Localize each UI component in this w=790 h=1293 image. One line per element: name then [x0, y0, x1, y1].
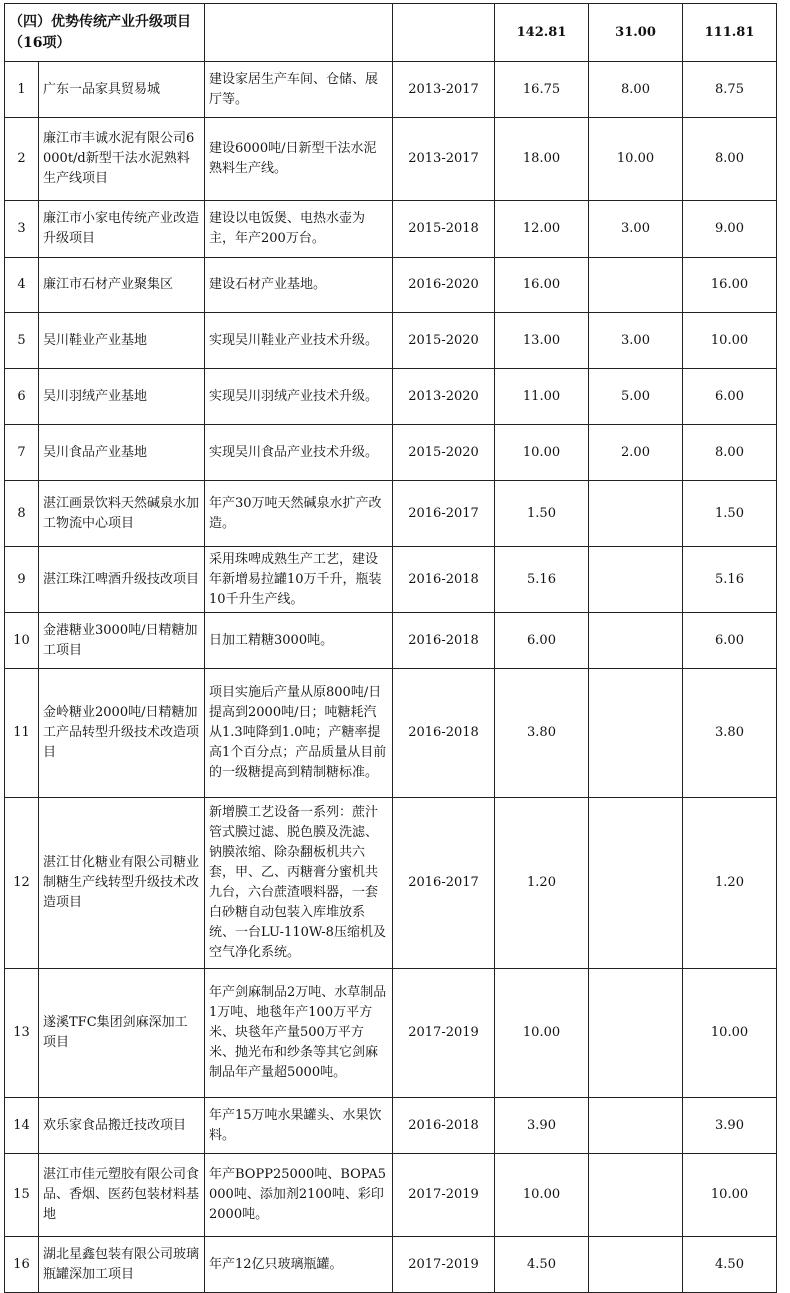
project-period: 2013-2017 — [393, 62, 495, 118]
project-name: 欢乐家食品搬迁技改项目 — [39, 1098, 205, 1154]
project-description: 建设6000吨/日新型干法水泥熟料生产线。 — [205, 118, 393, 201]
row-number: 4 — [5, 258, 39, 313]
table-row — [5, 369, 777, 425]
project-name: 湖北星鑫包装有限公司玻璃瓶罐深加工项目 — [39, 1237, 205, 1293]
total-investment: 3.80 — [495, 669, 589, 798]
invested-amount — [589, 969, 683, 1098]
invested-amount: 8.00 — [589, 62, 683, 118]
remaining-investment: 3.90 — [683, 1098, 777, 1154]
row-number: 10 — [5, 613, 39, 669]
project-name: 湛江珠江啤酒升级技改项目 — [39, 547, 205, 613]
row-number: 7 — [5, 425, 39, 481]
section-total: 142.81 — [495, 4, 589, 62]
table-row — [5, 313, 777, 369]
table-row — [5, 613, 777, 669]
table-row — [5, 969, 777, 1098]
project-name: 吴川鞋业产业基地 — [39, 313, 205, 369]
remaining-investment: 1.20 — [683, 798, 777, 969]
project-description: 年产剑麻制品2万吨、水草制品1万吨、地毯年产100万平方米、块毯年产量500万平方米、抛光布和纱条等其它剑麻制品年产量超5000吨。 — [205, 969, 393, 1098]
invested-amount — [589, 481, 683, 547]
total-investment: 18.00 — [495, 118, 589, 201]
project-description: 年产30万吨天然碱泉水扩产改造。 — [205, 481, 393, 547]
project-period: 2017-2019 — [393, 1237, 495, 1293]
remaining-investment: 1.50 — [683, 481, 777, 547]
invested-amount — [589, 613, 683, 669]
section-invested: 31.00 — [589, 4, 683, 62]
project-period: 2015-2018 — [393, 201, 495, 258]
project-period: 2016-2017 — [393, 798, 495, 969]
table-row — [5, 669, 777, 798]
project-description: 实现吴川食品产业技术升级。 — [205, 425, 393, 481]
project-description: 建设家居生产车间、仓储、展厅等。 — [205, 62, 393, 118]
table-row — [5, 481, 777, 547]
row-number: 1 — [5, 62, 39, 118]
row-number: 16 — [5, 1237, 39, 1293]
total-investment: 6.00 — [495, 613, 589, 669]
project-description: 年产12亿只玻璃瓶罐。 — [205, 1237, 393, 1293]
invested-amount — [589, 1154, 683, 1237]
project-name: 遂溪TFC集团剑麻深加工项目 — [39, 969, 205, 1098]
project-description: 日加工精糖3000吨。 — [205, 613, 393, 669]
project-name: 廉江市小家电传统产业改造升级项目 — [39, 201, 205, 258]
total-investment: 16.75 — [495, 62, 589, 118]
project-period: 2016-2018 — [393, 1098, 495, 1154]
row-number: 3 — [5, 201, 39, 258]
remaining-investment: 8.75 — [683, 62, 777, 118]
row-number: 2 — [5, 118, 39, 201]
total-investment: 10.00 — [495, 1154, 589, 1237]
total-investment: 4.50 — [495, 1237, 589, 1293]
invested-amount: 3.00 — [589, 313, 683, 369]
row-number: 5 — [5, 313, 39, 369]
section-remaining: 111.81 — [683, 4, 777, 62]
remaining-investment: 8.00 — [683, 425, 777, 481]
project-description: 实现吴川羽绒产业技术升级。 — [205, 369, 393, 425]
project-name: 金岭糖业2000吨/日精糖加工产品转型升级技术改造项目 — [39, 669, 205, 798]
remaining-investment: 8.00 — [683, 118, 777, 201]
project-table — [4, 3, 777, 1293]
project-description: 新增膜工艺设备一系列：蔗汁管式膜过滤、脱色膜及洗滤、钠膜浓缩、除杂翻板机共六套，甲、乙、丙糖膏分蜜机共九台，六台蔗渣喂料器，一套白砂糖自动包装入库堆放系统、一台LU-110W-8压缩机及空气净化系统。 — [205, 798, 393, 969]
row-number: 8 — [5, 481, 39, 547]
remaining-investment: 10.00 — [683, 313, 777, 369]
table-row — [5, 62, 777, 118]
remaining-investment: 4.50 — [683, 1237, 777, 1293]
row-number: 12 — [5, 798, 39, 969]
project-description: 年产BOPP25000吨、BOPA5000吨、添加剂2100吨、彩印2000吨。 — [205, 1154, 393, 1237]
table-row — [5, 1237, 777, 1293]
invested-amount — [589, 798, 683, 969]
invested-amount: 5.00 — [589, 369, 683, 425]
remaining-investment: 9.00 — [683, 201, 777, 258]
remaining-investment: 16.00 — [683, 258, 777, 313]
section-desc-cell — [205, 4, 393, 62]
table-row — [5, 1098, 777, 1154]
total-investment: 10.00 — [495, 425, 589, 481]
project-description: 实现吴川鞋业产业技术升级。 — [205, 313, 393, 369]
project-period: 2016-2018 — [393, 547, 495, 613]
invested-amount: 2.00 — [589, 425, 683, 481]
project-description: 采用珠啤成熟生产工艺，建设年新增易拉罐10万千升，瓶装10千升生产线。 — [205, 547, 393, 613]
table-row — [5, 547, 777, 613]
remaining-investment: 10.00 — [683, 969, 777, 1098]
remaining-investment: 5.16 — [683, 547, 777, 613]
section-header-row — [5, 4, 777, 62]
project-period: 2016-2018 — [393, 669, 495, 798]
project-period: 2015-2020 — [393, 425, 495, 481]
total-investment: 1.20 — [495, 798, 589, 969]
total-investment: 1.50 — [495, 481, 589, 547]
project-name: 吴川食品产业基地 — [39, 425, 205, 481]
row-number: 6 — [5, 369, 39, 425]
row-number: 14 — [5, 1098, 39, 1154]
invested-amount — [589, 258, 683, 313]
invested-amount — [589, 669, 683, 798]
remaining-investment: 10.00 — [683, 1154, 777, 1237]
project-name: 廉江市丰诚水泥有限公司6000t/d新型干法水泥熟料生产线项目 — [39, 118, 205, 201]
total-investment: 5.16 — [495, 547, 589, 613]
section-title: （四）优势传统产业升级项目（16项） — [5, 4, 205, 62]
table-row — [5, 258, 777, 313]
project-description: 建设石材产业基地。 — [205, 258, 393, 313]
project-description: 建设以电饭煲、电热水壶为主，年产200万台。 — [205, 201, 393, 258]
invested-amount — [589, 1237, 683, 1293]
project-name: 广东一品家具贸易城 — [39, 62, 205, 118]
section-period-cell — [393, 4, 495, 62]
remaining-investment: 6.00 — [683, 613, 777, 669]
invested-amount — [589, 547, 683, 613]
project-description: 项目实施后产量从原800吨/日提高到2000吨/日；吨糖耗汽从1.3吨降到1.0吨；产糖率提高1个百分点；产品质量从目前的一级糖提高到精制糖标准。 — [205, 669, 393, 798]
row-number: 15 — [5, 1154, 39, 1237]
row-number: 11 — [5, 669, 39, 798]
total-investment: 10.00 — [495, 969, 589, 1098]
table-row — [5, 425, 777, 481]
project-name: 金港糖业3000吨/日精糖加工项目 — [39, 613, 205, 669]
invested-amount — [589, 1098, 683, 1154]
total-investment: 16.00 — [495, 258, 589, 313]
row-number: 9 — [5, 547, 39, 613]
project-description: 年产15万吨水果罐头、水果饮料。 — [205, 1098, 393, 1154]
project-period: 2016-2017 — [393, 481, 495, 547]
project-name: 湛江甘化糖业有限公司糖业制糖生产线转型升级技术改造项目 — [39, 798, 205, 969]
invested-amount: 3.00 — [589, 201, 683, 258]
project-table-body — [5, 4, 777, 1293]
total-investment: 11.00 — [495, 369, 589, 425]
project-period: 2016-2018 — [393, 613, 495, 669]
project-name: 湛江画景饮料天然碱泉水加工物流中心项目 — [39, 481, 205, 547]
project-period: 2017-2019 — [393, 969, 495, 1098]
project-name: 吴川羽绒产业基地 — [39, 369, 205, 425]
total-investment: 13.00 — [495, 313, 589, 369]
project-name: 廉江市石材产业聚集区 — [39, 258, 205, 313]
project-period: 2016-2020 — [393, 258, 495, 313]
project-period: 2013-2020 — [393, 369, 495, 425]
project-period: 2015-2020 — [393, 313, 495, 369]
remaining-investment: 3.80 — [683, 669, 777, 798]
total-investment: 3.90 — [495, 1098, 589, 1154]
table-row — [5, 798, 777, 969]
table-row — [5, 1154, 777, 1237]
row-number: 13 — [5, 969, 39, 1098]
table-row — [5, 201, 777, 258]
table-row — [5, 118, 777, 201]
remaining-investment: 6.00 — [683, 369, 777, 425]
project-period: 2013-2017 — [393, 118, 495, 201]
invested-amount: 10.00 — [589, 118, 683, 201]
project-name: 湛江市佳元塑胶有限公司食品、香烟、医药包装材料基地 — [39, 1154, 205, 1237]
project-period: 2017-2019 — [393, 1154, 495, 1237]
total-investment: 12.00 — [495, 201, 589, 258]
